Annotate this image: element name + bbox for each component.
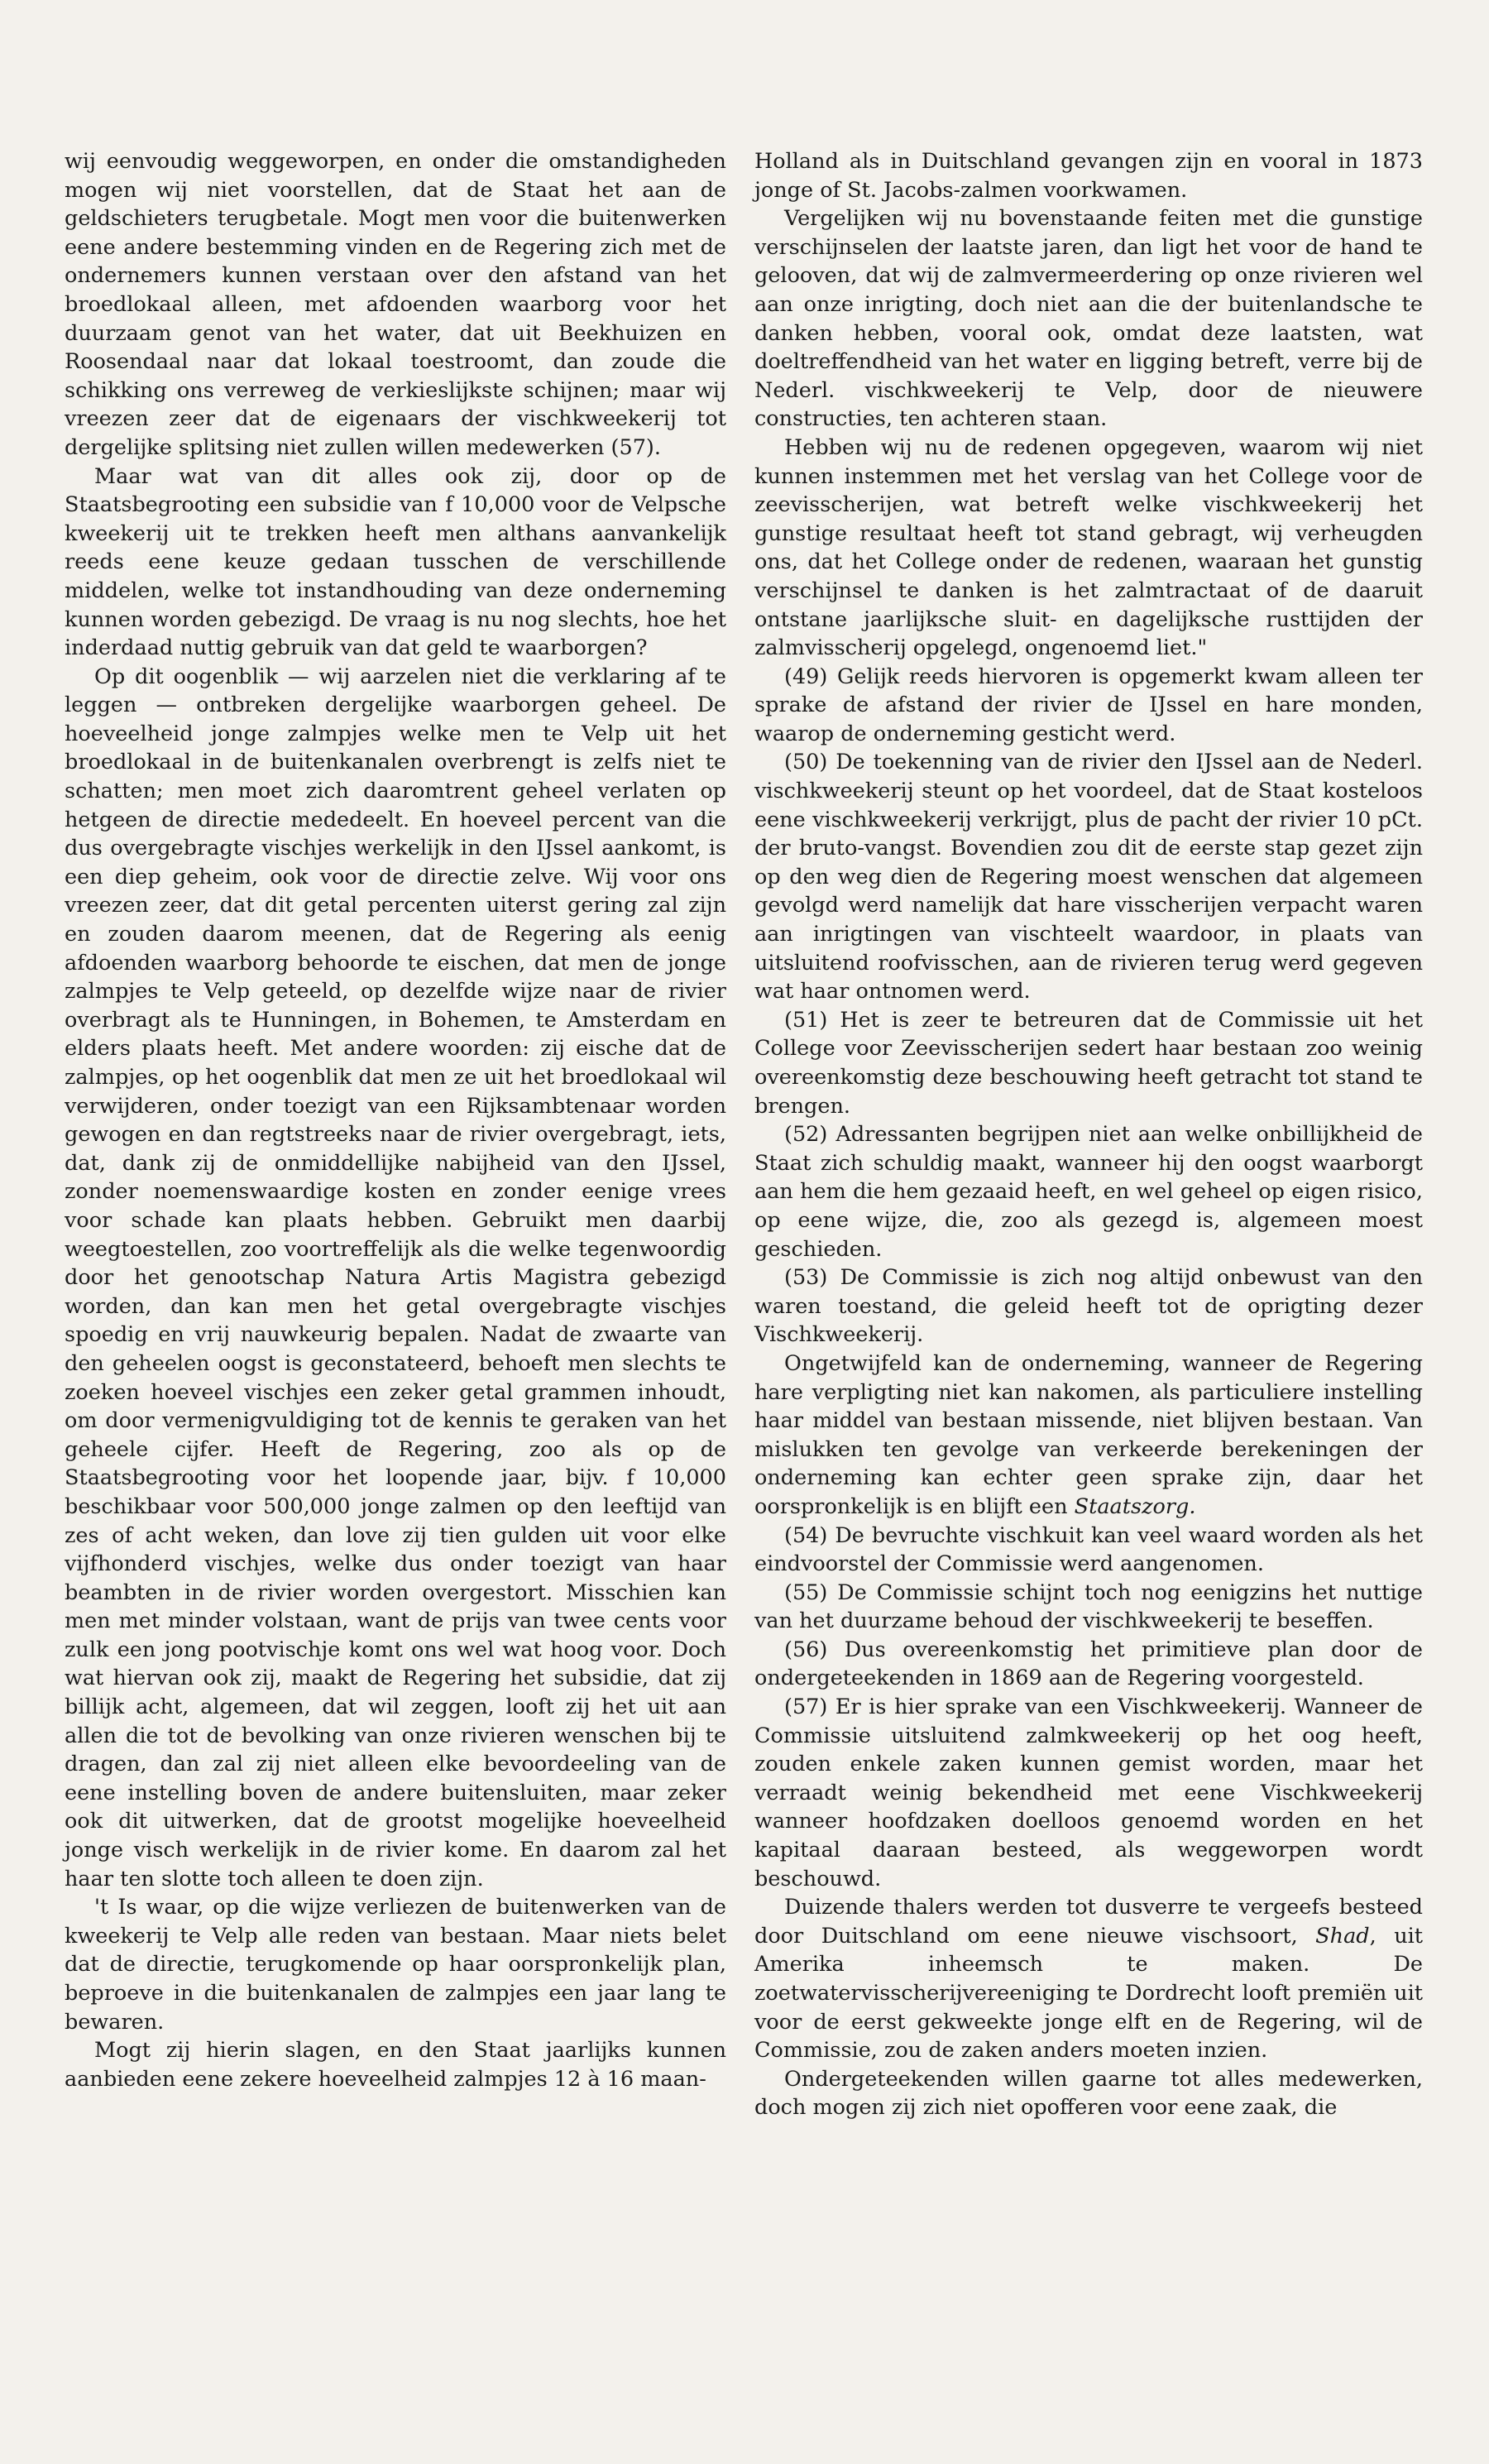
paragraph: Holland als in Duitschland gevangen zijn en vooral in 1873 jonge of St. Jacobs-zalmen voorkwamen. bbox=[754, 149, 1423, 203]
paragraph: Duizende thalers werden tot dusverre te vergeefs besteed door Duitschland om eene nieuwe vischsoort, Shad, uit Amerika inheemsch te maken. De zoetwatervisscherijvereeniging te Dordrecht looft premiën uit voor de eerst gekweekte jonge elft en de Regering, wil de Commissie, zou de zaken anders moeten inzien. bbox=[754, 1895, 1424, 2064]
footnote-52: (52) Adressanten begrijpen niet aan welke onbillijkheid de Staat zich schuldig maakt, wanneer hij den oogst waarborgt aan hem die hem gezaaid heeft, en wel geheel op eigen risico, op eene wijze, die, zoo als gezegd is, algemeen moest geschieden. bbox=[754, 1122, 1423, 1262]
right-column bbox=[754, 147, 1423, 2122]
paragraph-text: Ongetwijfeld kan de onderneming, wanneer de Regering hare verpligting niet kan nakomen, als particuliere instelling haar middel van bestaan missende, niet blijven bestaan. Van mislukken ten gevolge van verkeerde berekeningen der onderneming kan echter geen sprake zijn, daar het oorspronkelijk is en blijft een bbox=[754, 1350, 1423, 1519]
footnote-56: (56) Dus overeenkomstig het primitieve plan door de ondergeteekenden in 1869 aan de Regering voorgesteld. bbox=[754, 1637, 1423, 1691]
paragraph: Ondergeteekenden willen gaarne tot alles medewerken, doch mogen zij zich niet opofferen voor eene zaak, die bbox=[754, 2066, 1423, 2121]
left-column bbox=[65, 147, 726, 2093]
paragraph: wij eenvoudig weggeworpen, en onder die omstandigheden mogen wij niet voorstellen, dat de Staat het aan de geldschieters terugbetale. Mogt men voor die buitenwerken eene andere bestemming vinden en de Regering zich met de ondernemers kunnen verstaan over den afstand van het broedlokaal alleen, met afdoenden waarborg voor het duurzaam genot van het water, dat uit Beekhuizen en Roosendaal naar dat lokaal toestroomt, dan zoude die schikking ons verreweg de verkieslijkste schijnen; maar wij vreezen zeer dat de eigenaars der vischkweekerij tot dergelijke splitsing niet zullen willen medewerken (57). bbox=[65, 149, 726, 460]
paragraph: Mogt zij hierin slagen, en den Staat jaarlijks kunnen aanbieden eene zekere hoeveelheid zalmpjes 12 à 16 maan- bbox=[65, 2038, 726, 2092]
paragraph: 't Is waar, op die wijze verliezen de buitenwerken van de kweekerij te Velp alle reden van bestaan. Maar niets belet dat de directie, terugkomende op haar oorspronkelijk plan, beproeve in die buitenkanalen de zalmpjes een jaar lang te bewaren. bbox=[65, 1895, 726, 2035]
footnote-49: (49) Gelijk reeds hiervoren is opgemerkt kwam alleen ter sprake de afstand der rivier de IJssel en hare monden, waarop de onderneming gesticht werd. bbox=[754, 664, 1423, 746]
paragraph: Vergelijken wij nu bovenstaande feiten met die gunstige verschijnselen der laatste jaren, dan ligt het voor de hand te gelooven, dat wij de zalmvermeerdering op onze rivieren wel aan onze inrigting, doch niet aan die der buitenlandsche te danken hebben, vooral ook, omdat deze laatsten, wat doeltreffendheid van het water en ligging betreft, verre bij de Nederl. vischkweekerij te Velp, door de nieuwere constructies, ten achteren staan. bbox=[754, 206, 1423, 432]
footnote-55: (55) De Commissie schijnt toch nog eenigzins het nuttige van het duurzame behoud der vischkweekerij te beseffen. bbox=[754, 1580, 1423, 1634]
italic-staatszorg: Staatszorg. bbox=[1074, 1493, 1196, 1519]
footnote-54: (54) De bevruchte vischkuit kan veel waard worden als het eindvoorstel der Commissie werd aangenomen. bbox=[754, 1522, 1423, 1577]
paragraph bbox=[754, 1349, 1423, 1522]
footnote-53: (53) De Commissie is zich nog altijd onbewust van den waren toestand, die geleid heeft tot de oprigting dezer Vischkweekerij. bbox=[754, 1265, 1423, 1348]
paragraph: Op dit oogenblik — wij aarzelen niet die verklaring af te leggen — ontbreken dergelijke waarborgen geheel. De hoeveelheid jonge zalmpjes welke men te Velp uit het broedlokaal in de buitenkanalen overbrengt is zelfs niet te schatten; men moet zich daaromtrent geheel verlaten op hetgeen de directie mededeelt. En hoeveel percent van die dus overgebragte vischjes werkelijk in den IJssel aankomt, is een diep geheim, ook voor de directie zelve. Wij voor ons vreezen zeer, dat dit getal percenten uiterst gering zal zijn en zouden daarom meenen, dat de Regering als eenig afdoenden waarborg behoorde te eischen, dat men de jonge zalmpjes te Velp geteeld, op dezelfde wijze naar de rivier overbragt als te Hunningen, in Bohemen, te Amsterdam en elders plaats heeft. Met andere woorden: zij eische dat de zalmpjes, op het oogenblik dat men ze uit het broedlokaal wil verwijderen, onder toezigt van een Rijksambtenaar worden gewogen en dan regtstreeks naar de rivier overgebragt, iets, dat, dank zij de onmiddellijke nabijheid van den IJssel, zonder noemenswaardige kosten en zonder eenige vrees voor schade kan plaats hebben. Gebruikt men daarbij weegtoestellen, zoo voortreffelijk als die welke tegenwoordig door het genootschap Natura Artis Magistra gebezigd worden, dan kan men het getal overgebragte vischjes spoedig en vrij nauwkeurig bepalen. Nadat de zwaarte van den geheelen oogst is geconstateerd, behoeft men slechts te zoeken hoeveel vischjes een zeker getal grammen inhoudt, om door vermenigvuldiging tot de kennis te geraken van het geheele cijfer. Heeft de Regering, zoo als op de Staatsbegrooting voor het loopende jaar, bijv. f 10,000 beschikbaar voor 500,000 jonge zalmen op den leeftijd van zes of acht weken, dan love zij tien gulden uit voor elke vijfhonderd vischjes, welke dus onder toezigt van haar beambten in de rivier worden overgestort. Misschien kan men met minder volstaan, want de prijs van twee cents voor zulk een jong pootvischje komt ons wel wat hoog voor. Doch wat hiervan ook zij, maakt de Regering het subsidie, dat zij billijk acht, algemeen, dat wil zeggen, looft zij het uit aan allen die tot de bevolking van onze rivieren wenschen bij te dragen, dan zal zij niet alleen elke bevoordeeling van de eene instelling boven de andere buitensluiten, maar zeker ook dit uitwerken, dat de grootst mogelijke hoeveelheid jonge visch werkelijk in de rivier kome. En daarom zal het haar ten slotte toch alleen te doen zijn. bbox=[65, 664, 726, 1891]
footnote-50: (50) De toekenning van de rivier den IJssel aan de Nederl. vischkweekerij steunt op het voordeel, dat de Staat kosteloos eene vischkweekerij verkrijgt, plus de pacht der rivier 10 pCt. der bruto-vangst. Bovendien zou dit de eerste stap gezet zijn op den weg dien de Regering moest wenschen dat algemeen gevolgd werd namelijk dat hare visscherijen verpacht waren aan inrigtingen van vischteelt waardoor, in plaats van uitsluitend roofvisschen, aan de rivieren terug werd gegeven wat haar ontnomen werd. bbox=[754, 750, 1423, 1004]
paragraph: Hebben wij nu de redenen opgegeven, waarom wij niet kunnen instemmen met het verslag van het College voor de zeevisscherijen, wat betreft welke vischkweekerij het gunstige resultaat heeft tot stand gebragt, wij verheugden ons, dat het College onder de redenen, waaraan het gunstig verschijnsel te danken is het zalmtractaat of de daaruit ontstane jaarlijksche sluit- en dagelijksche rusttijden der zalmvisscherij opgelegd, ongenoemd liet." bbox=[754, 434, 1423, 661]
paragraph-text: uit Amerika inheemsch te maken. De zoetwatervisscherijvereeniging te Dordrecht looft premiën uit voor de eerst gekweekte jonge elft en de Regering, wil de Commissie, zou de zaken anders moeten inzien. bbox=[754, 1923, 1424, 2064]
footnote-51: (51) Het is zeer te betreuren dat de Commissie uit het College voor Zeevisscherijen sedert haar bestaan zoo weinig overeenkomstig deze beschouwing heeft getracht tot stand te brengen. bbox=[754, 1007, 1423, 1119]
paragraph: Maar wat van dit alles ook zij, door op de Staatsbegrooting een subsidie van f 10,000 voor de Velpsche kweekerij uit te trekken heeft men althans aanvankelijk reeds eene keuze gedaan tusschen de verschillende middelen, welke tot instandhouding van deze onderneming kunnen worden gebezigd. De vraag is nu nog slechts, hoe het inderdaad nuttig gebruik van dat geld te waarborgen? bbox=[65, 463, 726, 661]
footnote-57: (57) Er is hier sprake van een Vischkweekerij. Wanneer de Commissie uitsluitend zalmkweekerij op het oog heeft, zouden enkele zaken kunnen gemist worden, maar het verraadt weinig bekendheid met eene Vischkweekerij wanneer hoofdzaken doelloos genoemd worden en het kapitaal daaraan besteed, als weggeworpen wordt beschouwd. bbox=[754, 1695, 1423, 1891]
italic-shad: Shad bbox=[1315, 1923, 1370, 1949]
paragraph-text: Duizende thalers werden tot dusverre te vergeefs besteed door Duitschland om eene nieuwe vischsoort, bbox=[754, 1895, 1423, 1949]
